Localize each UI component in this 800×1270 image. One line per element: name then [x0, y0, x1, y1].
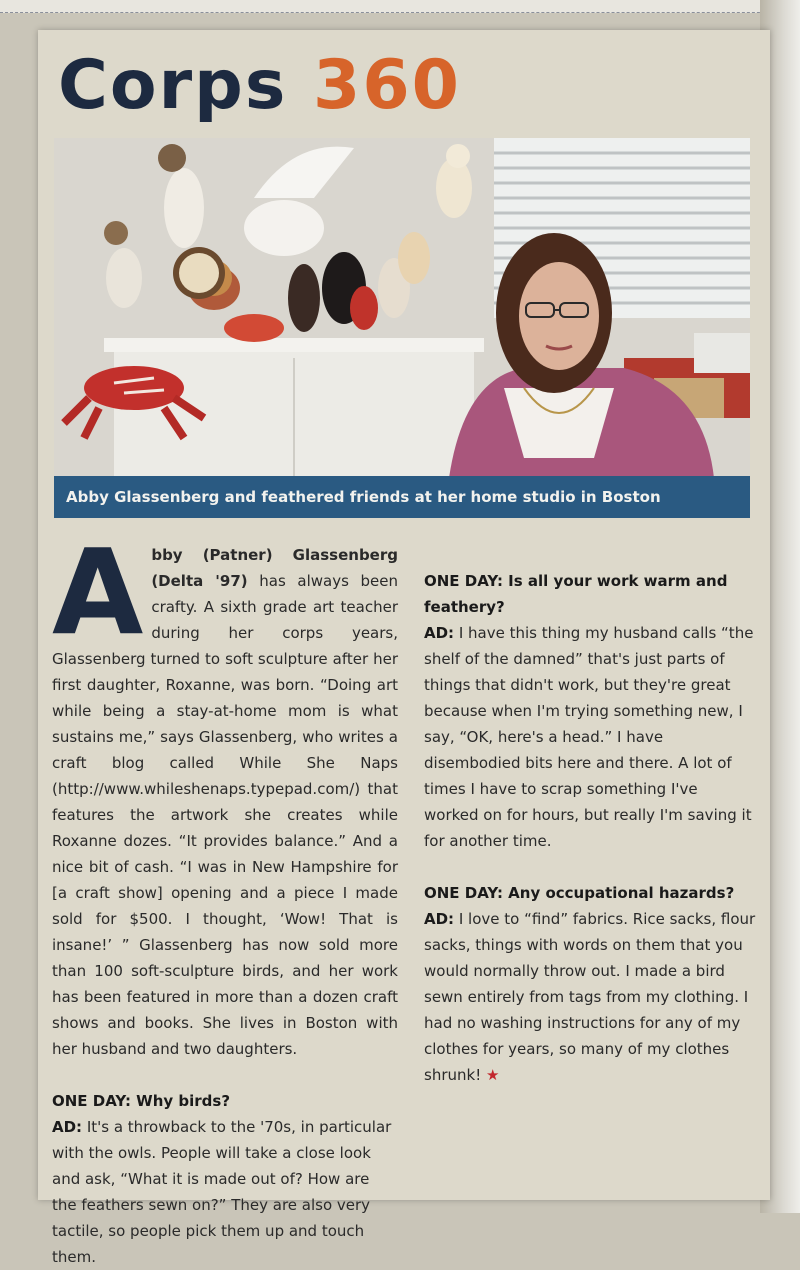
qa-answer-label: AD: — [424, 624, 455, 642]
qa-answer: It's a throwback to the '70s, in particular with the owls. People will take a close look and ask, “What it is made out of? How are the feathers sewn on?” They are also very tactile, so people pick them up and touch them. — [52, 1118, 392, 1266]
qa-answer-label: AD: — [52, 1118, 83, 1136]
photo-caption: Abby Glassenberg and feathered friends at her home studio in Boston — [54, 476, 750, 518]
feature-photo — [54, 138, 750, 478]
section-title — [58, 48, 461, 124]
qa-block — [424, 568, 756, 854]
qa-answer: I have this thing my husband calls “the shelf of the damned” that's just parts of things that didn't work, but they're great because when I'm trying something new, I say, “OK, here's a head.” I have disembodied bits here and there. A lot of times I have to scrap something I've worked on for hours, but really I'm saving it for another time. — [424, 624, 754, 850]
qa-block — [52, 1088, 398, 1270]
qa-question: ONE DAY: Any occupational hazards? — [424, 884, 735, 902]
article-column-right — [424, 542, 756, 1088]
qa-question: ONE DAY: Is all your work warm and feathery? — [424, 572, 728, 616]
qa-question: ONE DAY: Why birds? — [52, 1092, 231, 1110]
qa-block — [424, 880, 756, 1088]
qa-answer-label: AD: — [424, 910, 455, 928]
intro-text: has always been crafty. A sixth grade art teacher during her corps years, Glassenberg turned to soft sculpture after her first daughter, Roxanne, was born. “Doing art while being a stay-at-home mom is what sustains me,” says Glassenberg, who writes a craft blog called While She Naps (http://www.whileshenaps.typepad.com/) that features the artwork she creates while Roxanne dozes. “It provides balance.” And a nice bit of cash. “I was in New Hampshire for [a craft show] opening and a piece I made sold for $500. I thought, ‘Wow! That is insane!’ ” Glassenberg has now sold more than 100 soft-sculpture birds, and her work has been featured in more than a dozen craft shows and books. She lives in Boston with her husband and two daughters. — [52, 572, 398, 1058]
intro-lead: bby (Patner) Glassenberg (Delta '97) — [151, 546, 398, 590]
title-word: Corps — [58, 46, 288, 125]
end-star-icon: ★ — [485, 1066, 500, 1084]
intro-paragraph — [52, 523, 398, 1062]
top-edge-strip — [0, 0, 800, 13]
title-number: 360 — [313, 46, 461, 125]
article-column-left — [52, 523, 398, 1270]
qa-answer: I love to “find” fabrics. Rice sacks, flour sacks, things with words on them that you would normally throw out. I made a bird sewn entirely from tags from my clothing. I had no washing instructions for any of my clothes for years, so many of my clothes shrunk! — [424, 910, 756, 1084]
drop-cap: A — [52, 523, 144, 661]
magazine-page — [38, 30, 770, 1266]
